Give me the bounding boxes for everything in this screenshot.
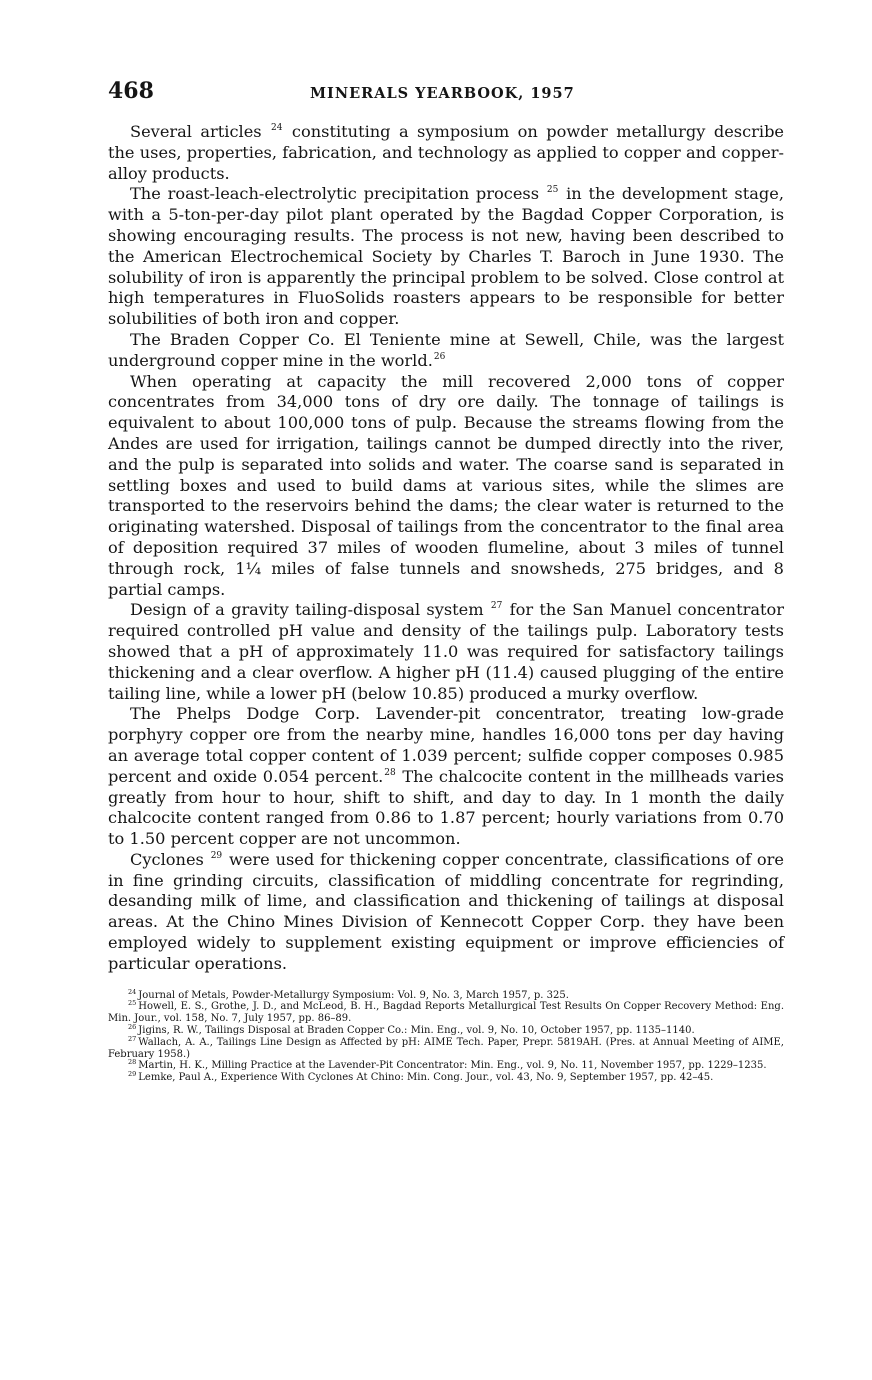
footnote-ref-29: 29 — [210, 850, 223, 861]
paragraph-mill-capacity: When operating at capacity the mill recovered 2,000 tons of copper concentrates from 34,000 tons of dry ore daily. The tonnage of tailings is equivalent to about 100,000 tons of pulp. Because the streams flowing from the Andes are used for irrigation, tailings cannot be dumped directly into the river, and the pulp is separated into solids and water. The coarse sand is separated in settling boxes and used to build dams at various sites, while the slimes are transported to the reservoirs behind the dams; the clear water is returned to the originating watershed. Disposal of tailings from the concentrator to the final area of deposition required 37 miles of wooden flumeline, about 3 miles of tunnel through rock, 1¼ miles of false tunnels and snowsheds, 275 bridges, and 8 partial camps. — [108, 371, 784, 599]
footnote-ref-24: 24 — [271, 123, 283, 133]
footnote-28: $^{28}$ Martin, H. K., Milling Practice at the Lavender-Pit Concentrator: Min. Eng., vol. 9, No. 11, November 1957, pp. 1229–1235. — [128, 1058, 767, 1072]
footnote-26: $^{26}$ Jigins, R. W., Tailings Disposal at Braden Copper Co.: Min. Eng., vol. 9, No. 10, October 1957, pp. 1135–1140. — [128, 1023, 695, 1037]
footnote-24: $^{24}$ Journal of Metals, Powder-Metallurgy Symposium: Vol. 9, No. 3, March 1957, p. 325. — [128, 987, 569, 1001]
page-number: 468 — [108, 78, 154, 104]
paragraph-powder-metallurgy: Several articles $^{24}$ constituting a symposium on powder metallurgy describe the uses, properties, fabrication, and technology as applied to copper and copper-alloy products. — [108, 122, 785, 183]
paragraph-phelps-dodge: The Phelps Dodge Corp. Lavender-pit concentrator, treating low-grade porphyry copper ore from the nearby mine, handles 16,000 tons per day having an average total copper content of 1.039 percent; sulfide copper composes 0.985 percent and oxide 0.054 percent.$^{28}$ The chalcocite content in the millheads varies greatly from hour to hour, shift to shift, and day to day. In 1 month the daily chalcocite content ranged from 0.86 to 1.87 percent; hourly variations from 0.70 to 1.50 percent copper are not uncommon. — [108, 704, 784, 849]
paragraph-braden-copper: The Braden Copper Co. El Teniente mine at Sewell, Chile, was the largest underground copper mine in the world.$^{26}$ — [108, 329, 784, 370]
page-header — [108, 78, 784, 108]
paragraph-roast-leach: The roast-leach-electrolytic precipitation process $^{25}$ in the development stage, with a 5-ton-per-day pilot plant operated by the Bagdad Copper Corporation, is showing encouraging results. The process is not new, having been described to the American Electrochemical Society by Charles T. Baroch in June 1930. The solubility of iron is apparently the principal problem to be solved. Close control at high temperatures in FluoSolids roasters appears to be responsible for better solubilities of both iron and copper. — [108, 184, 784, 329]
footnotes — [108, 987, 784, 1084]
body-text — [108, 122, 784, 975]
footnote-ref-27: 27 — [490, 601, 503, 612]
footnote-ref-28: 28 — [384, 767, 396, 778]
footnote-ref-26: 26 — [433, 351, 446, 362]
footnote-25: $^{25}$ Howell, E. S., Grothe, J. D., and McLeod, B. H., Bagdad Reports Metallurgical Test Results On Copper Recovery Method: Eng. Min. Jour., vol. 158, No. 7, July 1957, pp. 86–89. — [108, 999, 784, 1025]
paragraph-cyclones: Cyclones $^{29}$ were used for thickening copper concentrate, classifications of ore in fine grinding circuits, classification of middling concentrate for regrinding, desanding milk of lime, and classification and thickening of tailings at disposal areas. At the Chino Mines Division of Kennecott Copper Corp. they have been employed widely to supplement existing equipment or improve efficiencies of particular operations. — [108, 849, 784, 973]
footnote-27: $^{27}$ Wallach, A. A., Tailings Line Design as Affected by pH: AIME Tech. Paper, Prepr. 5819AH. (Pres. at Annual Meeting of AIME, February 1958.) — [108, 1034, 784, 1060]
page — [108, 78, 784, 1084]
running-head: MINERALS YEARBOOK, 1957 — [310, 85, 575, 102]
footnote-ref-25: 25 — [546, 185, 559, 196]
paragraph-tailing-disposal: Design of a gravity tailing-disposal system $^{27}$ for the San Manuel concentrator required controlled pH value and density of the tailings pulp. Laboratory tests showed that a pH of approximately 11.0 was required for satisfactory tailings thickening and a clear overflow. A higher pH (11.4) caused plugging of the entire tailing line, while a lower pH (below 10.85) produced a murky overflow. — [108, 600, 784, 703]
footnote-29: $^{29}$ Lemke, Paul A., Experience With Cyclones At Chino: Min. Cong. Jour., vol. 43, No. 9, September 1957, pp. 42–45. — [128, 1070, 714, 1084]
